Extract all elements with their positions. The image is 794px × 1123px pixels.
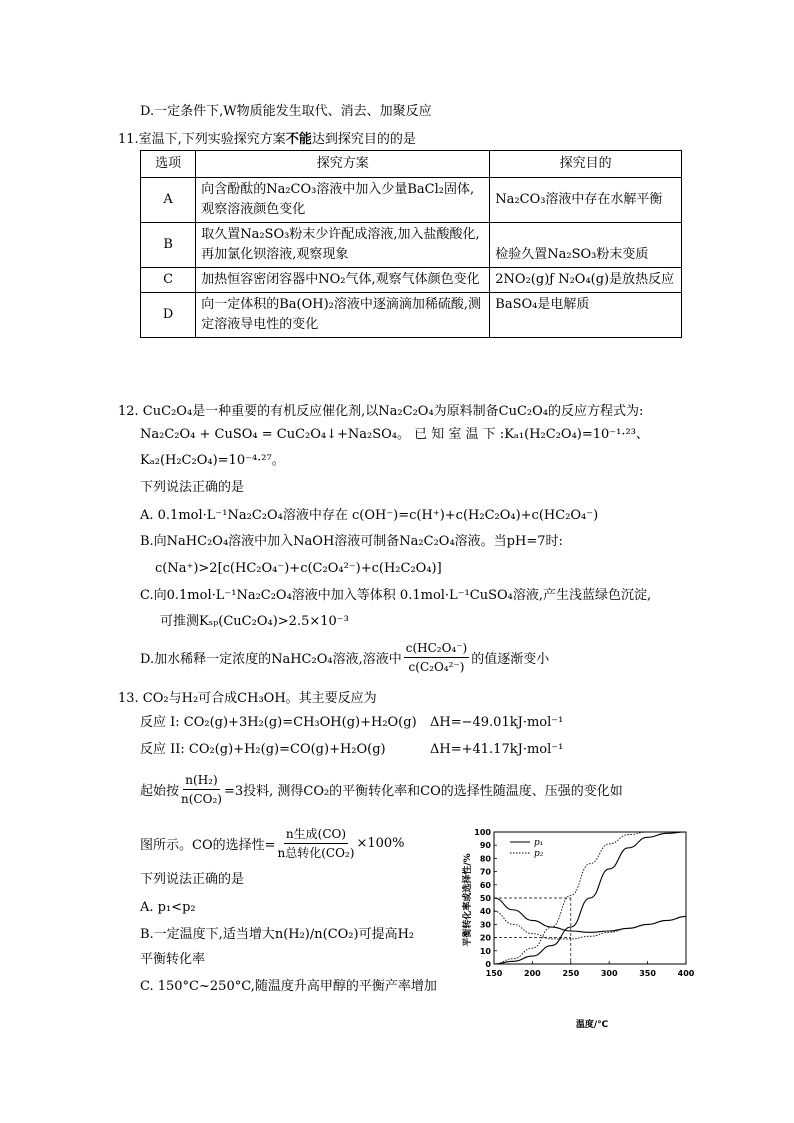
row-plan: 向一定体积的Ba(OH)₂溶液中逐滴滴加稀硫酸,测定溶液导电性的变化 (196, 293, 490, 338)
q13-sel-fraction (278, 825, 355, 862)
q13-feed-pre: 起始按 (140, 783, 180, 799)
chart-ytick-label: 80 (479, 854, 491, 864)
q11-table (140, 150, 682, 338)
q12-option-c-line1: C.向0.1mol·L⁻¹Na₂C₂O₄溶液中加入等体积 0.1mol·L⁻¹CuSO₄溶液,产生浅蓝绿色沉淀, (140, 588, 652, 603)
chart-series-line-p1-0 (494, 832, 686, 964)
q11-stem (118, 128, 416, 147)
q13-option-a: A. p₁<p₂ (140, 900, 196, 915)
chart-xtick-label: 250 (562, 969, 580, 978)
q12-d-post: 的值逐渐变小 (471, 651, 550, 667)
q13-reaction-2-dh: ΔH=+41.17kJ·mol⁻¹ (430, 742, 564, 757)
q11-stem-post: 达到探究目的的是 (311, 132, 416, 147)
chart-xlabel: 温度/℃ (575, 1020, 609, 1030)
q13-feed-denominator: n(CO₂) (181, 791, 222, 806)
chart-ytick-label: 20 (479, 933, 491, 943)
q13-sel-post: ×100% (356, 835, 405, 851)
q13-reaction-1: 反应 I: CO₂(g)+3H₂(g)=CH₃OH(g)+H₂O(g) (140, 715, 417, 730)
q12-option-d (140, 636, 549, 678)
q12-option-b-line1: B.向NaHC₂O₄溶液中加入NaOH溶液可制备Na₂C₂O₄溶液。当pH=7时: (140, 534, 563, 549)
q13-feed-post: =3投料, 测得CO₂的平衡转化率和CO的选择性随温度、压强的变化如 (223, 783, 623, 799)
row-option: B (141, 223, 196, 268)
header-option: 选项 (141, 151, 196, 178)
q13-option-c: C. 150°C~250°C,随温度升高甲醇的平衡产率增加 (140, 979, 437, 994)
legend-label-p1: p₁ (534, 838, 544, 848)
row-goal: Na₂CO₃溶液中存在水解平衡 (490, 178, 682, 223)
chart-ytick-label: 30 (479, 920, 491, 930)
row-option: C (141, 268, 196, 293)
q12-option-c-line2: 可推测Kₛₚ(CuC₂O₄)>2.5×10⁻³ (160, 614, 349, 629)
q11-stem-bold: 不能 (285, 132, 312, 147)
row-goal: BaSO₄是电解质 (490, 293, 682, 338)
q13-option-b-line2: 平衡转化率 (140, 952, 206, 967)
q13-feed-numerator: n(H₂) (183, 771, 219, 790)
chart-series-group (494, 832, 686, 964)
row-option: A (141, 178, 196, 223)
q12-stem-line1: 12. CuC₂O₄是一种重要的有机反应催化剂,以Na₂C₂O₄为原料制备CuC₂O₄的反应方程式为: (118, 404, 644, 419)
row-plan: 取久置Na₂SO₃粉末少许配成溶液,加入盐酸酸化,再加氯化钡溶液,观察现象 (196, 223, 490, 268)
q13-sel-pre: 图所示。CO的选择性= (140, 837, 276, 853)
q13-reaction-1-dh: ΔH=−49.01kJ·mol⁻¹ (430, 715, 564, 730)
chart-xtick-label: 350 (639, 969, 656, 978)
q13-feed-ratio (140, 768, 623, 810)
table-row (141, 223, 682, 268)
chart-ytick-label: 60 (479, 880, 491, 890)
table-row (141, 268, 682, 293)
q13-reaction-2: 反应 II: CO₂(g)+H₂(g)=CO(g)+H₂O(g) (140, 742, 386, 757)
row-goal: 检验久置Na₂SO₃粉末变质 (490, 223, 682, 268)
chart-series-line-p1-2 (494, 898, 686, 932)
q13-sel-numerator: n生成(CO) (284, 825, 348, 844)
q12-d-fraction (404, 639, 470, 676)
row-option: D (141, 293, 196, 338)
chart-ylabel: 平衡转化率或选择性/% (463, 853, 473, 947)
q12-stem-line3: Kₐ₂(H₂C₂O₄)=10⁻⁴·²⁷。 (140, 453, 285, 468)
q12-d-pre: D.加水稀释一定浓度的NaHC₂O₄溶液,溶液中 (140, 651, 402, 667)
chart-ytick-label: 100 (474, 828, 491, 837)
q13-selectivity-formula (140, 822, 405, 864)
q12-stem-line2: Na₂C₂O₄ + CuSO₄ = CuC₂O₄↓+Na₂SO₄。 已 知 室 温 下 :Kₐ₁(H₂C₂O₄)=10⁻¹·²³、 (140, 427, 649, 442)
table-row (141, 178, 682, 223)
q13-stem: 13. CO₂与H₂可合成CH₃OH。其主要反应为 (118, 691, 377, 706)
q13-option-b-line1: B.一定温度下,适当增大n(H₂)/n(CO₂)可提高H₂ (140, 927, 415, 942)
row-plan: 加热恒容密闭容器中NO₂气体,观察气体颜色变化 (196, 268, 490, 293)
chart-ytick-label: 50 (479, 894, 491, 903)
chart-ytick-label: 0 (485, 960, 491, 969)
q12-option-b-line2: c(Na⁺)>2[c(HC₂O₄⁻)+c(C₂O₄²⁻)+c(H₂C₂O₄)] (155, 561, 442, 576)
q11-stem-pre: 11.室温下,下列实验探究方案 (118, 132, 286, 147)
chart-xtick-label: 200 (524, 969, 541, 978)
chart-xtick-label: 300 (600, 969, 618, 978)
table-row (141, 293, 682, 338)
row-plan: 向含酚酞的Na₂CO₃溶液中加入少量BaCl₂固体,观察溶液颜色变化 (196, 178, 490, 223)
chart-ytick-label: 10 (479, 946, 491, 956)
chart-legend (510, 838, 544, 859)
q13-prompt: 下列说法正确的是 (140, 872, 245, 887)
row-goal: 2NO₂(g)ƒ N₂O₄(g)是放热反应 (490, 268, 682, 293)
q12-prompt: 下列说法正确的是 (140, 480, 245, 495)
q12-d-denominator: c(C₂O₄²⁻) (408, 659, 465, 674)
q13-chart (458, 822, 698, 1032)
q12-d-numerator: c(HC₂O₄⁻) (404, 639, 470, 658)
chart-ytick-label: 40 (479, 907, 491, 917)
legend-label-p2: p₂ (534, 849, 544, 859)
q10-option-d: D.一定条件下,W物质能发生取代、消去、加聚反应 (140, 104, 432, 119)
chart-ytick-label: 70 (479, 867, 491, 877)
chart-xtick-label: 400 (677, 969, 695, 978)
q13-sel-denominator: n总转化(CO₂) (277, 845, 355, 860)
table-header-row (141, 151, 682, 178)
chart-xtick-label: 150 (485, 969, 503, 978)
header-plan: 探究方案 (196, 151, 490, 178)
q13-feed-fraction (181, 771, 222, 808)
chart-ytick-label: 90 (479, 841, 491, 851)
header-goal: 探究目的 (490, 151, 682, 178)
q12-option-a: A. 0.1mol·L⁻¹Na₂C₂O₄溶液中存在 c(OH⁻)=c(H⁺)+c(H₂C₂O₄)+c(HC₂O₄⁻) (140, 508, 599, 523)
